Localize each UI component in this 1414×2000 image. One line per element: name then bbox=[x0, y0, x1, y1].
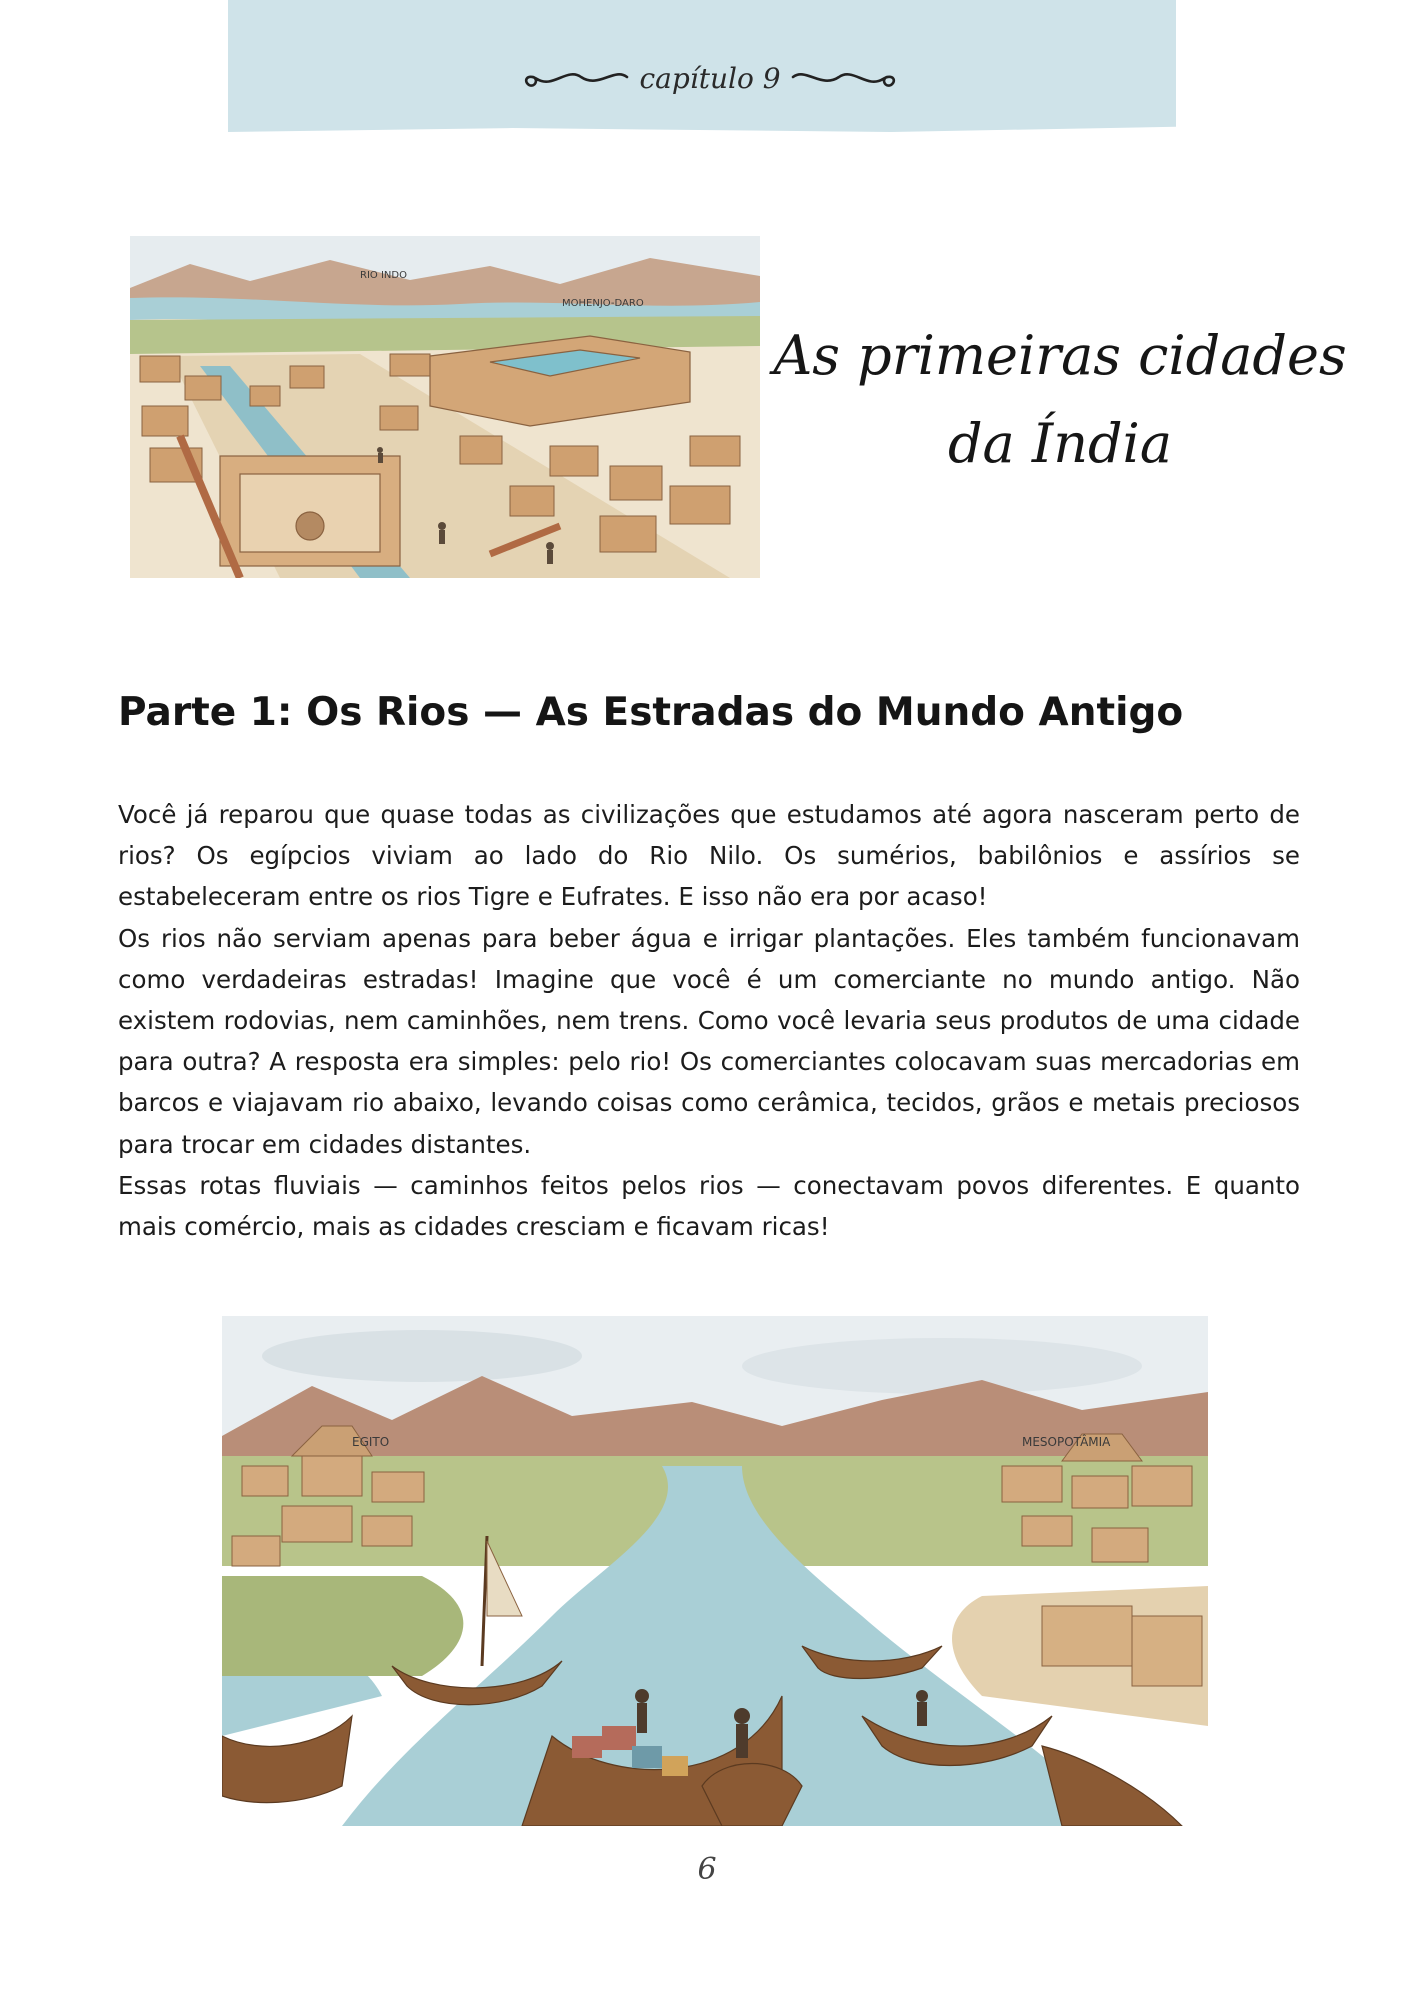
title-line-1: As primeiras cidades bbox=[773, 324, 1347, 387]
label-mohenjo-daro: MOHENJO-DARO bbox=[562, 298, 644, 309]
chapter-label: capítulo 9 bbox=[639, 61, 781, 95]
paragraph-1: Você já reparou que quase todas as civilizações que estudamos até agora nasceram perto de rios? Os egípcios viviam ao lado do Rio Nilo. Os sumérios, babilônios e assírios se estabeleceram entre os rios Tigre e Eufrates. E isso não era por acaso! bbox=[118, 800, 1300, 912]
label-egito: EGITO bbox=[352, 1435, 390, 1449]
right-flourish-icon bbox=[791, 63, 901, 93]
page-title bbox=[770, 312, 1350, 488]
river-trade-illustration bbox=[222, 1316, 1208, 1826]
paragraph-3: Essas rotas fluviais — caminhos feitos pelos rios — conectavam povos diferentes. E quanto mais comércio, mais as cidades cresciam e ficavam ricas! bbox=[118, 1170, 1300, 1242]
paragraph-2: Os rios não serviam apenas para beber água e irrigar plantações. Eles também funcionavam como verdadeiras estradas! Imagine que você é um comerciante no mundo antigo. Não existem rodovias, nem caminhões, nem trens. Como você levaria seus produtos de uma cidade para outra? A resposta era simples: pelo rio! Os comerciantes colocavam suas mercadorias em barcos e viajavam rio abaixo, levando coisas como cerâmica, tecidos, grãos e metais preciosos para trocar em cidades distantes. bbox=[118, 923, 1300, 1159]
city-illustration bbox=[130, 236, 760, 578]
page-number: 6 bbox=[697, 1852, 717, 1887]
title-line-2: da Índia bbox=[947, 412, 1173, 475]
section-heading: Parte 1: Os Rios — As Estradas do Mundo Antigo bbox=[118, 690, 1184, 735]
chapter-label-group bbox=[500, 50, 920, 106]
label-mesopotamia: MESOPOTÂMIA bbox=[1022, 1435, 1111, 1449]
label-rio-indo: RIO INDO bbox=[360, 270, 407, 281]
body-text bbox=[118, 794, 1300, 1247]
left-flourish-icon bbox=[519, 63, 629, 93]
